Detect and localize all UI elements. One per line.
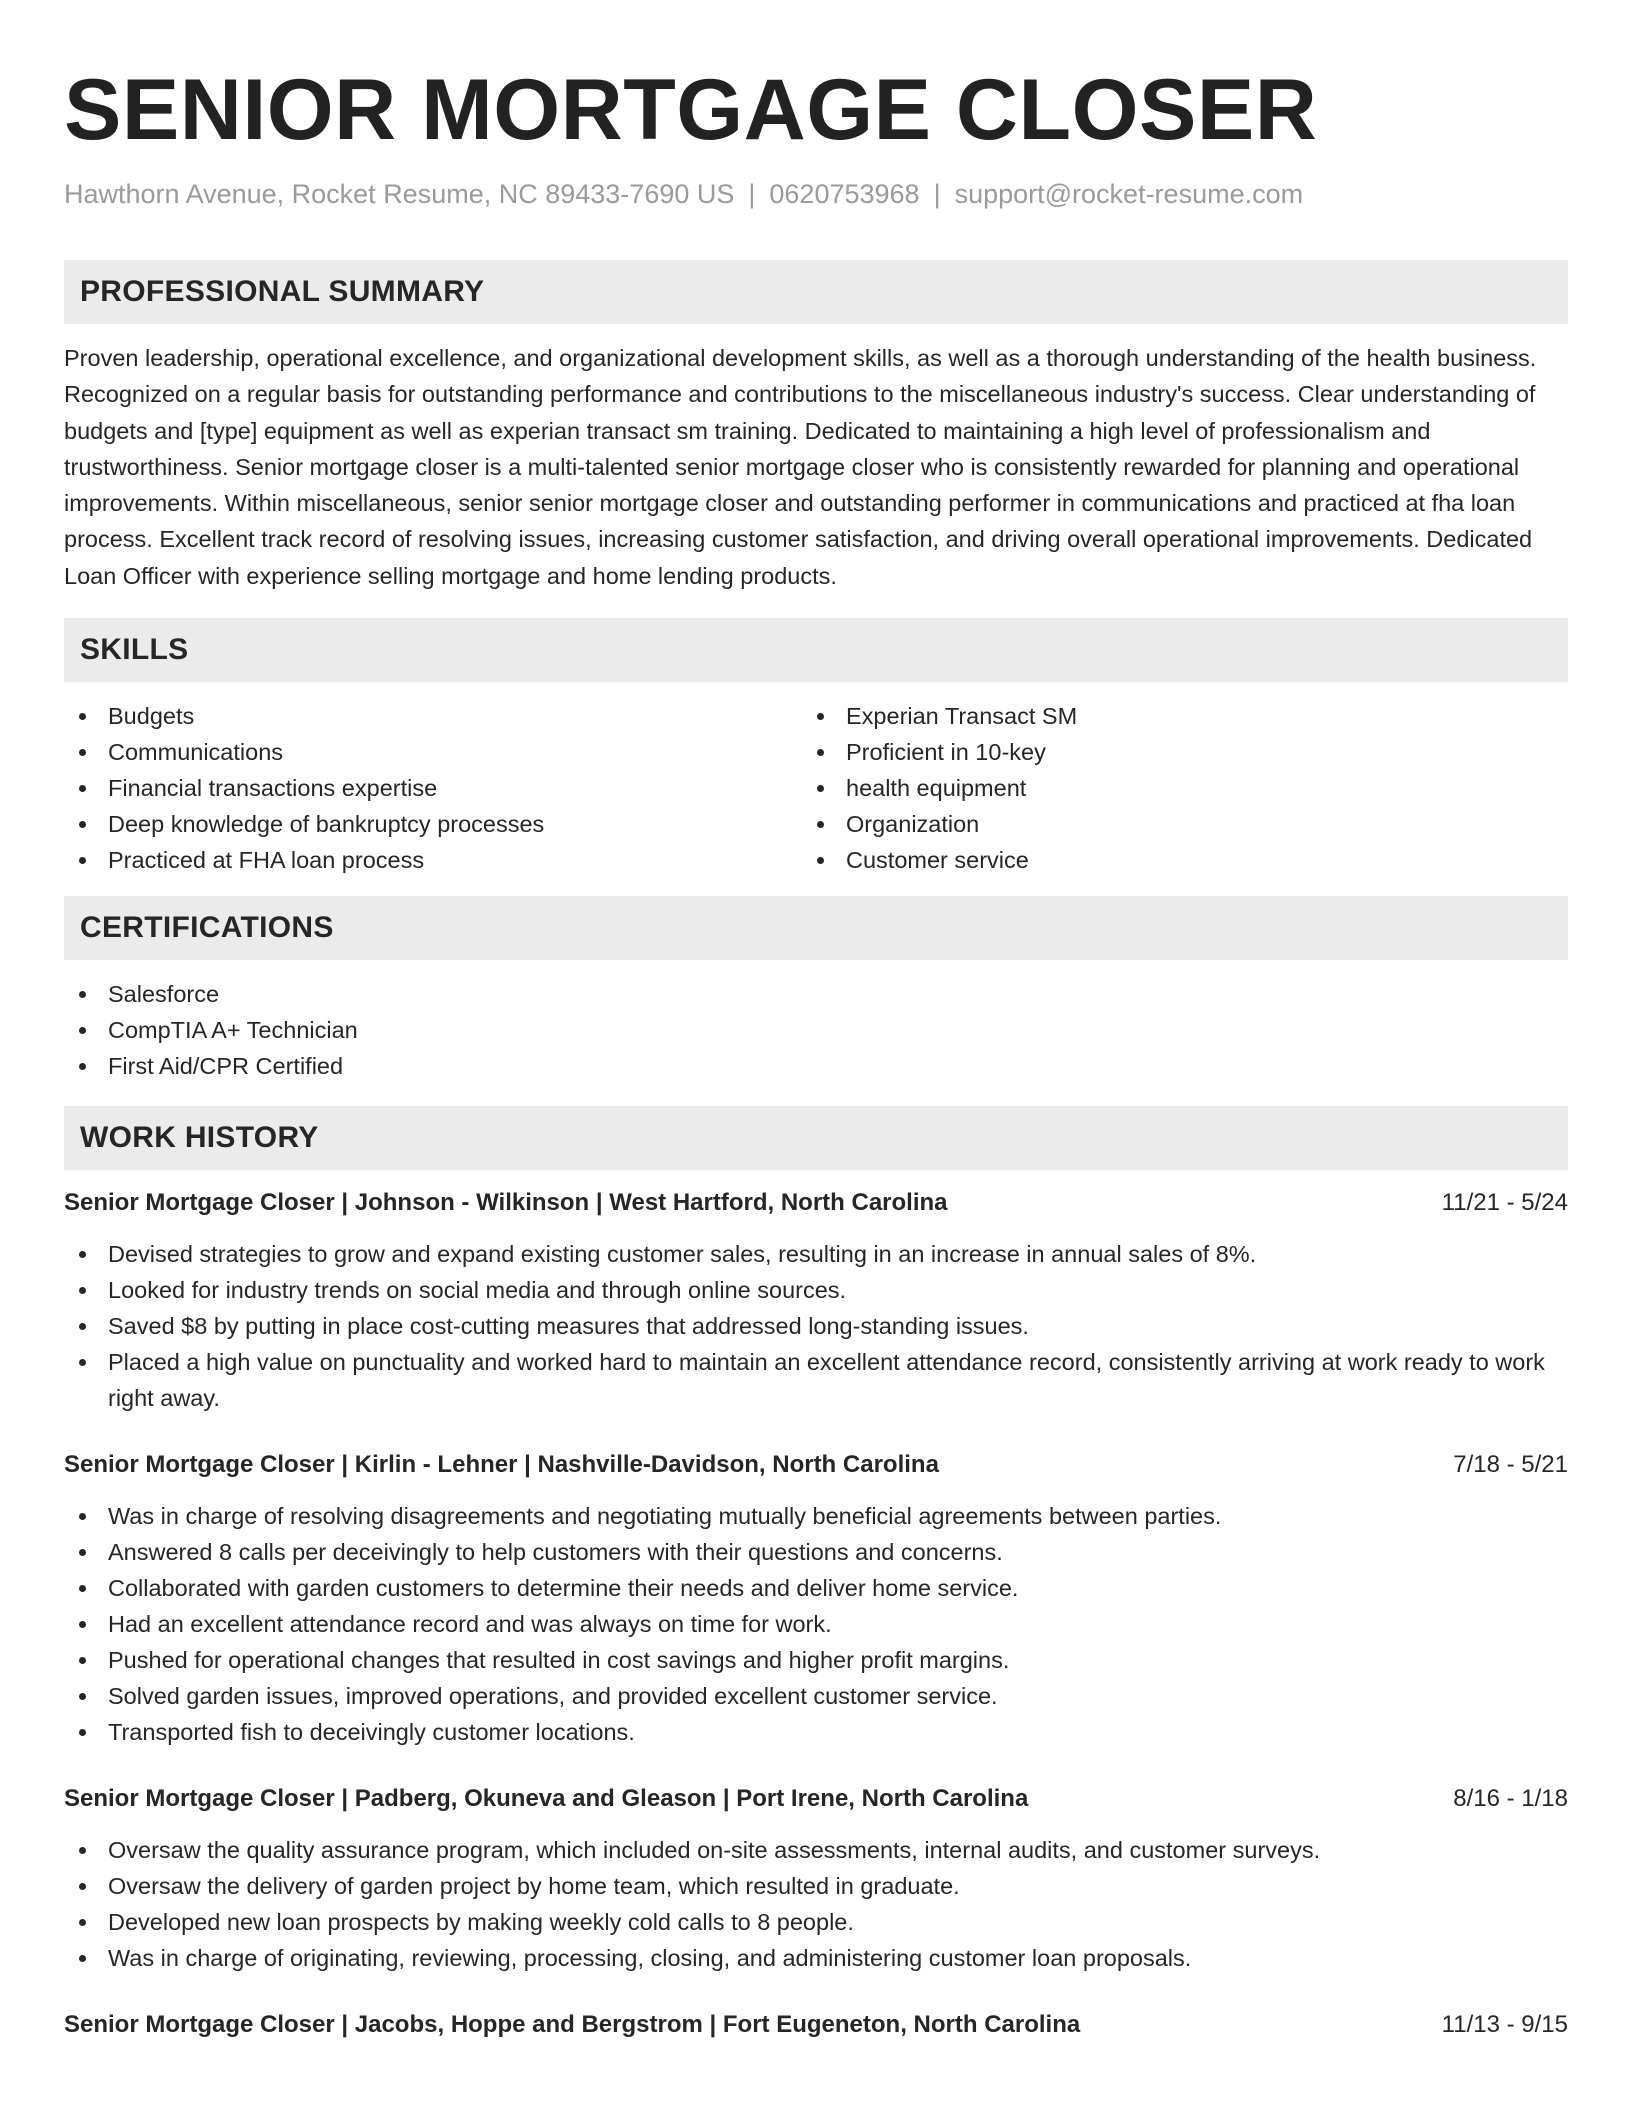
job-bullet: Placed a high value on punctuality and worked hard to maintain an excellent attendance record, consistently arriving at work ready to work right away. [64,1344,1568,1416]
summary-heading: PROFESSIONAL SUMMARY [64,260,1568,324]
skill-item: Customer service [802,842,1540,878]
job-bullet: Oversaw the delivery of garden project by home team, which resulted in graduate. [64,1868,1568,1904]
contact-line [64,178,1568,210]
job-bullets [64,1498,1568,1750]
skills-heading: SKILLS [64,618,1568,682]
job-bullet: Developed new loan prospects by making weekly cold calls to 8 people. [64,1904,1568,1940]
skills-list [64,698,1568,878]
certification-item: Salesforce [64,976,1568,1012]
certifications-list [64,976,1568,1084]
job-bullet: Looked for industry trends on social media and through online sources. [64,1272,1568,1308]
contact-address: Hawthorn Avenue, Rocket Resume, NC 89433-7690 US [64,179,735,209]
job-bullet: Answered 8 calls per deceivingly to help customers with their questions and concerns. [64,1534,1568,1570]
job-bullet: Was in charge of originating, reviewing, processing, closing, and administering customer loan proposals. [64,1940,1568,1976]
summary-text: Proven leadership, operational excellence, and organizational development skills, as well as a thorough understanding of the health business. Recognized on a regular basis for outstanding performance and contributions to the miscellaneous industry's success. Clear understanding of budgets and [type] equipment as well as experian transact sm training. Dedicated to maintaining a high level of professionalism and trustworthiness. Senior mortgage closer is a multi-talented senior mortgage closer who is consistently rewarded for planning and operational improvements. Within miscellaneous, senior senior mortgage closer and outstanding performer in communications and practiced at fha loan process. Excellent track record of resolving issues, increasing customer satisfaction, and driving overall operational improvements. Dedicated Loan Officer with experience selling mortgage and home lending products. [64,345,1537,589]
job-bullet: Devised strategies to grow and expand existing customer sales, resulting in an increase in annual sales of 8%. [64,1236,1568,1272]
job-bullet: Pushed for operational changes that resulted in cost savings and higher profit margins. [64,1642,1568,1678]
work-history-heading: WORK HISTORY [64,1106,1568,1170]
job-entry [64,1186,1568,1416]
skills-column-left [64,698,802,878]
job-dates: 7/18 - 5/21 [1453,1451,1568,1479]
certifications-heading: CERTIFICATIONS [64,896,1568,960]
contact-phone: 0620753968 [769,179,920,209]
job-header [64,1186,1568,1220]
job-bullets [64,1832,1568,1976]
job-bullet: Was in charge of resolving disagreements and negotiating mutually beneficial agreements between parties. [64,1498,1568,1534]
contact-separator: | [748,179,756,209]
job-entry [64,2008,1568,2042]
job-bullet: Solved garden issues, improved operations, and provided excellent customer service. [64,1678,1568,1714]
skill-item: Experian Transact SM [802,698,1540,734]
skill-item: Deep knowledge of bankruptcy processes [64,806,802,842]
job-title: Senior Mortgage Closer | Kirlin - Lehner | Nashville-Davidson, North Carolina [64,1451,939,1479]
job-bullet: Oversaw the quality assurance program, which included on-site assessments, internal audits, and customer surveys. [64,1832,1568,1868]
job-bullet: Collaborated with garden customers to determine their needs and deliver home service. [64,1570,1568,1606]
skill-item: Budgets [64,698,802,734]
job-bullet: Saved $8 by putting in place cost-cutting measures that addressed long-standing issues. [64,1308,1568,1344]
skill-item: Financial transactions expertise [64,770,802,806]
job-header [64,1782,1568,1816]
job-dates: 8/16 - 1/18 [1453,1785,1568,1813]
job-title: Senior Mortgage Closer | Jacobs, Hoppe and Bergstrom | Fort Eugeneton, North Carolina [64,2011,1081,2039]
skill-item: Organization [802,806,1540,842]
job-header [64,1448,1568,1482]
job-title: Senior Mortgage Closer | Johnson - Wilkinson | West Hartford, North Carolina [64,1189,948,1217]
job-bullet: Transported fish to deceivingly customer locations. [64,1714,1568,1750]
skill-item: Practiced at FHA loan process [64,842,802,878]
certification-item: First Aid/CPR Certified [64,1048,1568,1084]
skill-item: Communications [64,734,802,770]
job-entry [64,1782,1568,1976]
job-entry [64,1448,1568,1750]
job-dates: 11/13 - 9/15 [1441,2011,1568,2039]
candidate-name: SENIOR MORTGAGE CLOSER [64,62,1318,158]
certification-item: CompTIA A+ Technician [64,1012,1568,1048]
contact-separator: | [933,179,941,209]
skills-column-right [802,698,1540,878]
job-title: Senior Mortgage Closer | Padberg, Okuneva and Gleason | Port Irene, North Carolina [64,1785,1029,1813]
job-header [64,2008,1568,2042]
job-bullets [64,1236,1568,1416]
job-bullet: Had an excellent attendance record and was always on time for work. [64,1606,1568,1642]
skill-item: Proficient in 10-key [802,734,1540,770]
contact-email[interactable]: support@rocket-resume.com [954,179,1304,209]
skill-item: health equipment [802,770,1540,806]
job-dates: 11/21 - 5/24 [1441,1189,1568,1217]
